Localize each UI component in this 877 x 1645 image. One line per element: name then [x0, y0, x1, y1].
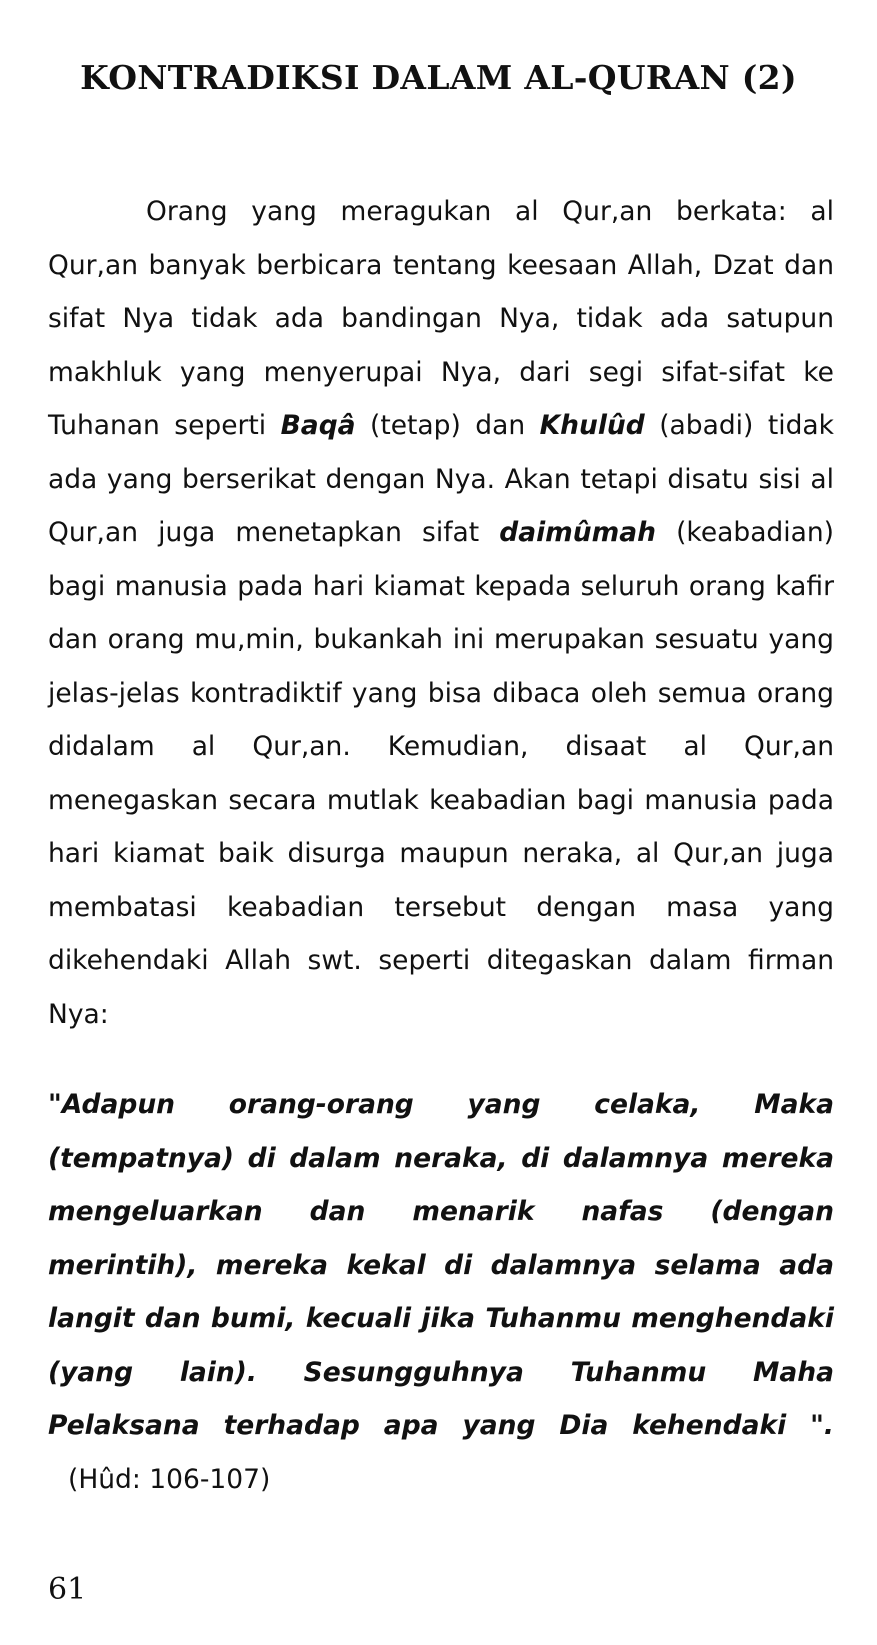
paragraph-text-2: (tetap) dan	[355, 410, 540, 441]
term-daimumah: daimûmah	[499, 517, 657, 548]
quote-citation: (Hûd: 106-107)	[68, 1463, 271, 1495]
paragraph-text-1: Orang yang meragukan al Qur,an berkata: al Qur,an banyak berbicara tentang keesaan Allah, Dzat dan sifat Nya tidak ada bandingan Nya, tidak ada satupun makhluk yang menyerupai Nya, dari segi sifat-sifat ke Tuhanan seperti	[48, 196, 834, 441]
page-number: 61	[48, 1572, 87, 1607]
term-baqa: Baqâ	[280, 410, 356, 441]
body-paragraph	[48, 185, 834, 1041]
quote-text: "Adapun orang-orang yang celaka, Maka (tempatnya) di dalam neraka, di dalamnya mereka mengeluarkan dan menarik nafas (dengan merintih), mereka kekal di dalamnya selama ada langit dan bumi, kecuali jika Tuhanmu menghendaki (yang lain). Sesungguhnya Tuhanmu Maha Pelaksana terhadap apa yang Dia kehendaki ".	[48, 1089, 834, 1441]
term-khulud: Khulûd	[539, 410, 645, 441]
quran-quote	[48, 1078, 834, 1506]
paragraph-text-4: (keabadian) bagi manusia pada hari kiamat kepada seluruh orang kafir dan orang mu,min, bukankah ini merupakan sesuatu yang jelas-jelas kontradiktif yang bisa dibaca oleh semua orang didalam al Qur,an. Kemudian, disaat al Qur,an menegaskan secara mutlak keabadian bagi manusia pada hari kiamat baik disurga maupun neraka, al Qur,an juga membatasi keabadian tersebut dengan masa yang dikehendaki Allah swt. seperti ditegaskan dalam firman Nya:	[48, 517, 834, 1030]
paragraph-text-3: (abadi) tidak ada yang berserikat dengan Nya. Akan tetapi disatu sisi al Qur,an juga menetapkan sifat	[48, 410, 834, 548]
chapter-title: KONTRADIKSI DALAM AL-QURAN (2)	[80, 58, 797, 97]
